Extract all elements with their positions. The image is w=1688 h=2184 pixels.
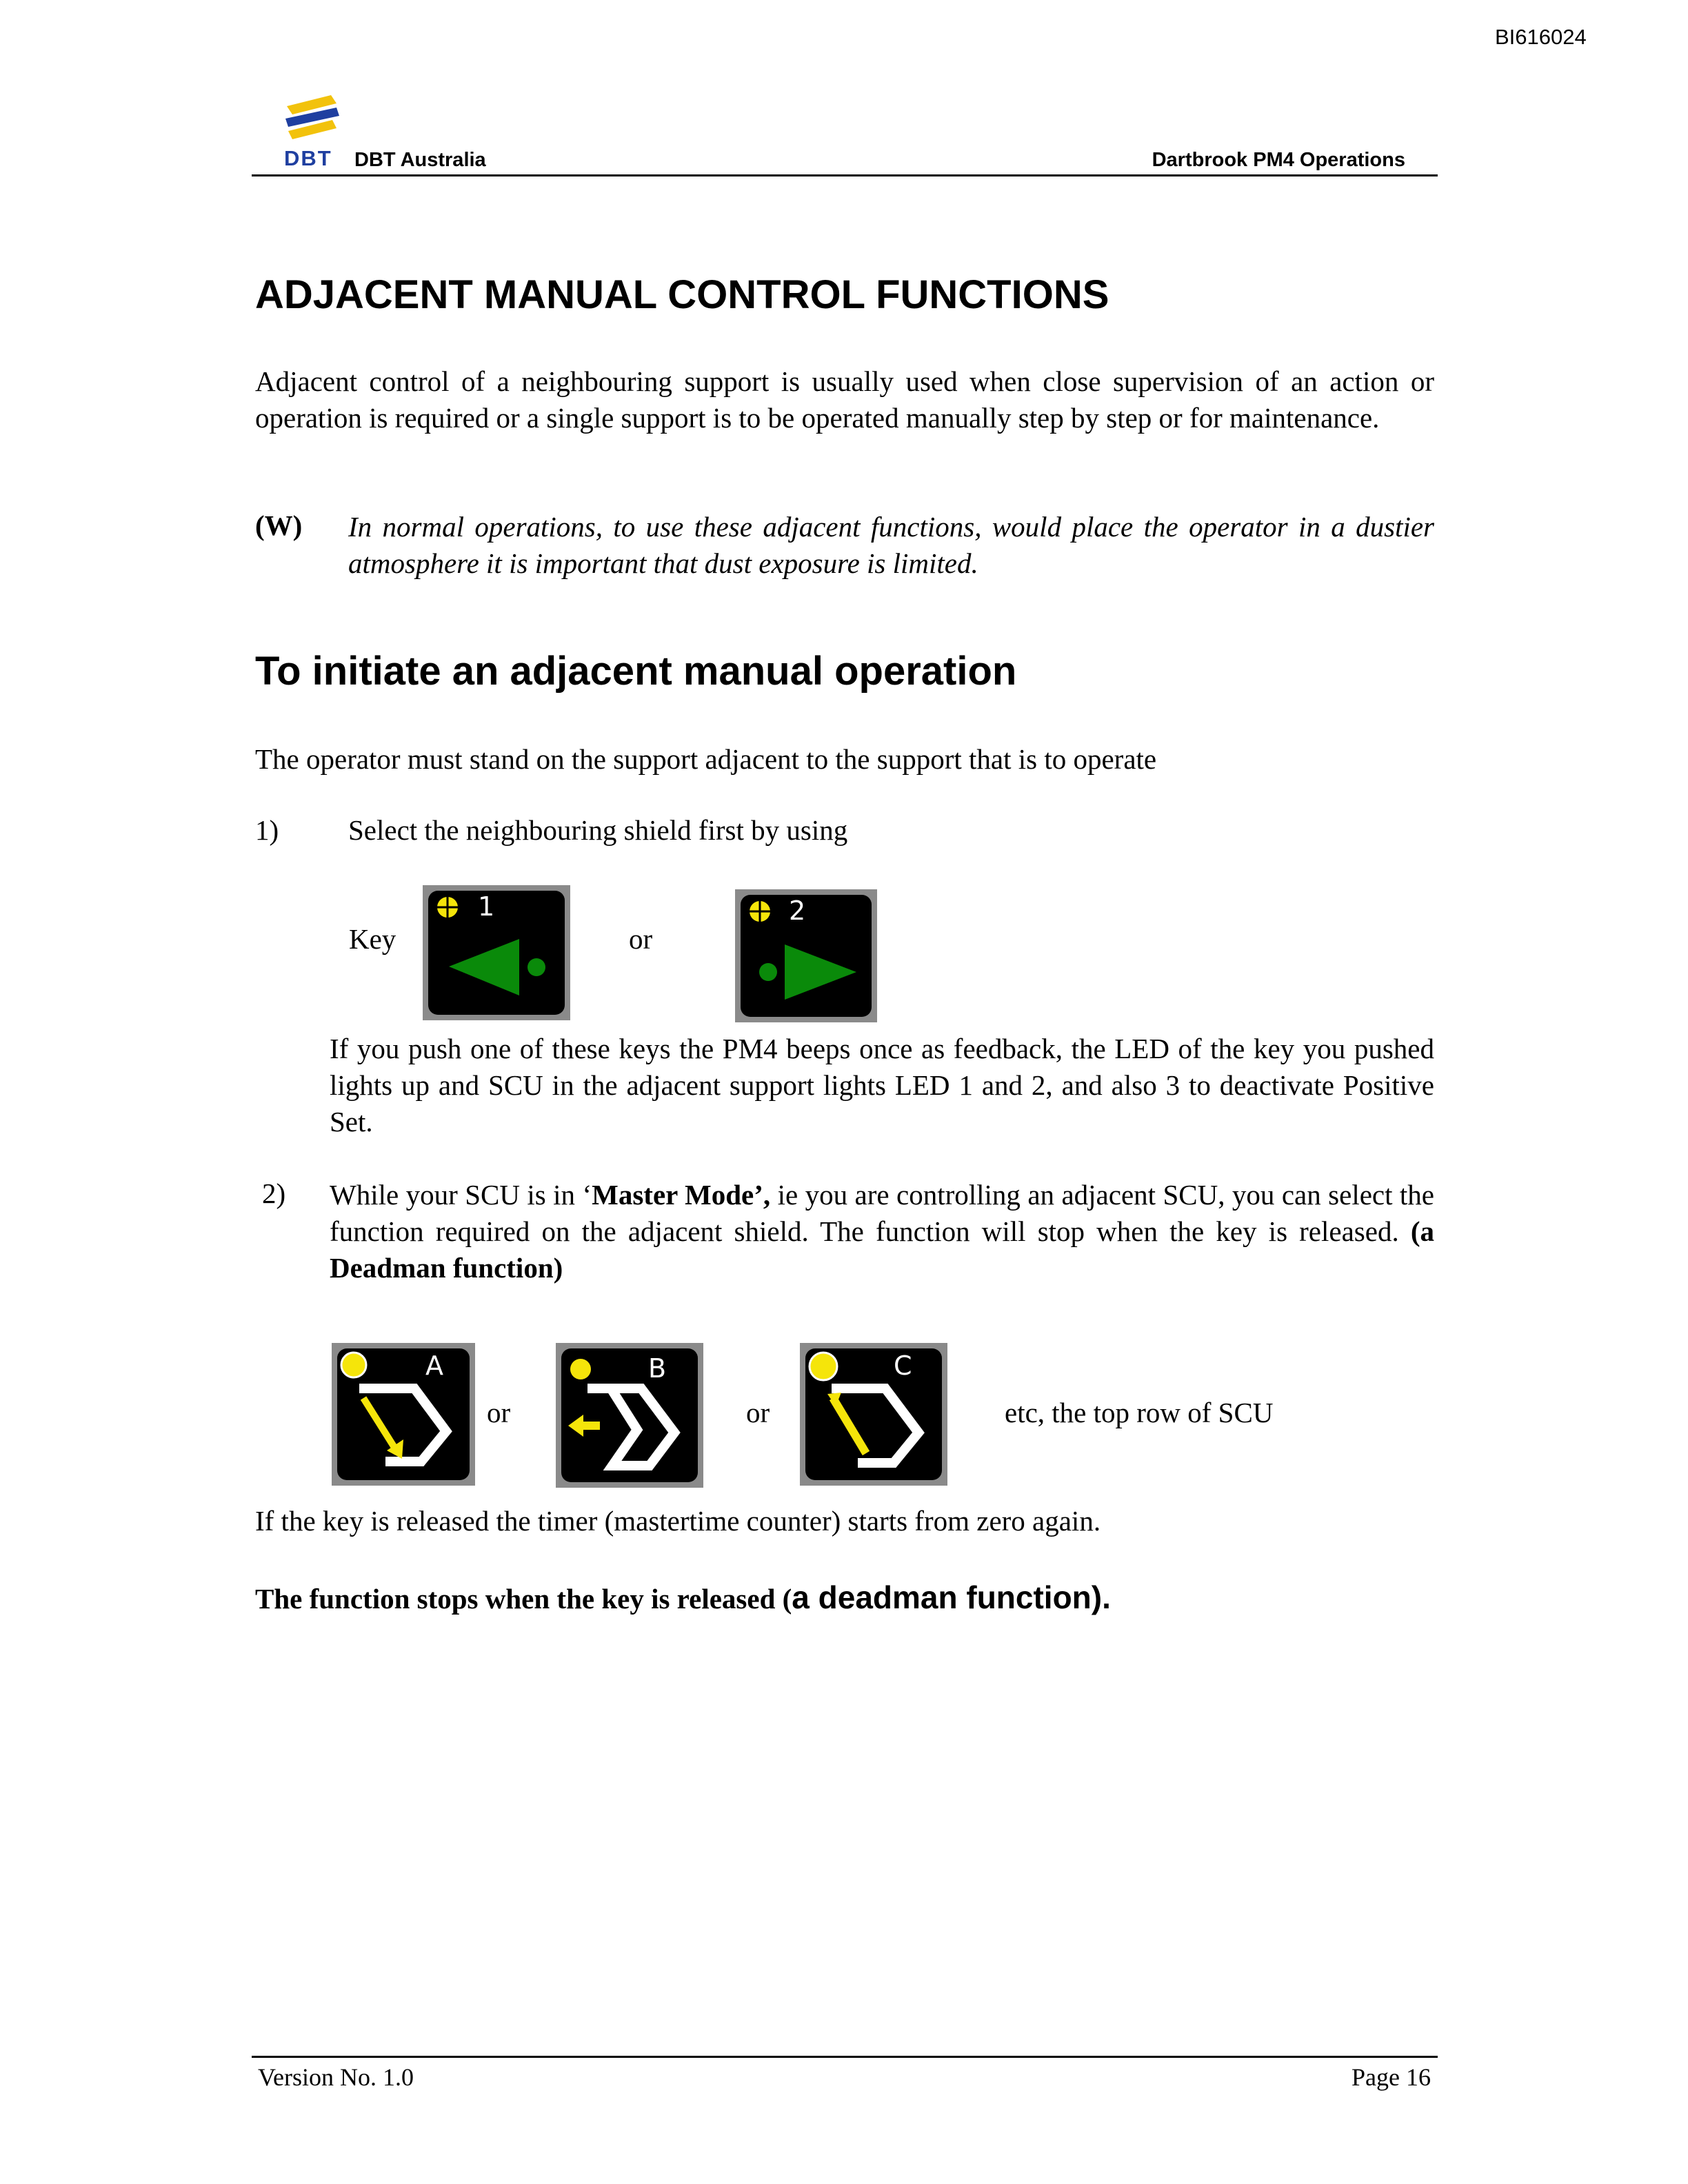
document-title: Dartbrook PM4 Operations: [1152, 149, 1405, 171]
shield-function-a-icon: [332, 1343, 475, 1486]
or-text: or: [487, 1397, 511, 1428]
feedback-paragraph: If you push one of these keys the PM4 beeps once as feedback, the LED of the key you pushed lights up and SCU in the adjacent support lights LED 1 and 2, and also 3 to deactivate Positive Set.: [330, 1033, 1434, 1138]
key-a-label: A: [425, 1351, 443, 1381]
page-number: Page 16: [1352, 2063, 1431, 2091]
warning-label: (W): [255, 509, 303, 541]
timer-text: If the key is released the timer (mastertime counter) starts from zero again.: [255, 1505, 1101, 1537]
shield-function-c-icon: [800, 1343, 947, 1486]
or-text: or: [629, 923, 653, 955]
step-2-number: 2): [262, 1177, 286, 1209]
intro-paragraph: Adjacent control of a neighbouring support is usually used when close supervision of an action or operation is required or a single support is to be operated manually step by step or for maintenance.: [255, 365, 1434, 434]
logo-text: DBT: [284, 146, 332, 170]
final-text: The function stops when the key is released (: [255, 1583, 792, 1615]
key-b-label: B: [648, 1353, 667, 1384]
step-1-number: 1): [255, 814, 279, 846]
section-heading: To initiate an adjacent manual operation: [255, 649, 1017, 694]
step-2-text-pre: While your SCU is in ‘: [330, 1179, 592, 1211]
right-arrow-icon: [735, 889, 877, 1022]
page-title: ADJACENT MANUAL CONTROL FUNCTIONS: [255, 272, 1109, 317]
left-arrow-icon: [423, 885, 570, 1020]
company-name: DBT Australia: [354, 149, 486, 171]
step-1-text: Select the neighbouring shield first by using: [348, 814, 848, 846]
master-mode-term: Master Mode’,: [592, 1179, 771, 1211]
step-2-paragraph: [330, 1177, 1434, 1286]
etc-text: etc, the top row of SCU: [1005, 1397, 1274, 1428]
key-c-label: C: [894, 1351, 912, 1381]
header-rule: [252, 174, 1438, 176]
shield-function-b-icon: [556, 1343, 703, 1488]
or-text: or: [746, 1397, 770, 1428]
dbt-logo-icon: [283, 91, 341, 143]
stand-instruction: The operator must stand on the support adjacent to the support that is to operate: [255, 743, 1157, 775]
version-number: Version No. 1.0: [258, 2063, 414, 2091]
deadman-term: (a Deadman function): [330, 1215, 1434, 1284]
step-2-text-mid: ie you are controlling an adjacent SCU, you can select the function required on the adjacent shield. The function will stop when the key is released.: [330, 1179, 1435, 1247]
key-label: Key: [349, 923, 396, 955]
final-emphasis: a deadman function).: [792, 1579, 1111, 1615]
key-2-label: 2: [789, 896, 806, 926]
footer-rule: [252, 2056, 1438, 2058]
warning-text: In normal operations, to use these adjacent functions, would place the operator in a dustier atmosphere it is important that dust exposure is limited.: [348, 511, 1434, 579]
final-statement: [255, 1579, 1111, 1616]
key-1-label: 1: [478, 891, 495, 922]
document-id: BI616024: [1495, 25, 1587, 49]
